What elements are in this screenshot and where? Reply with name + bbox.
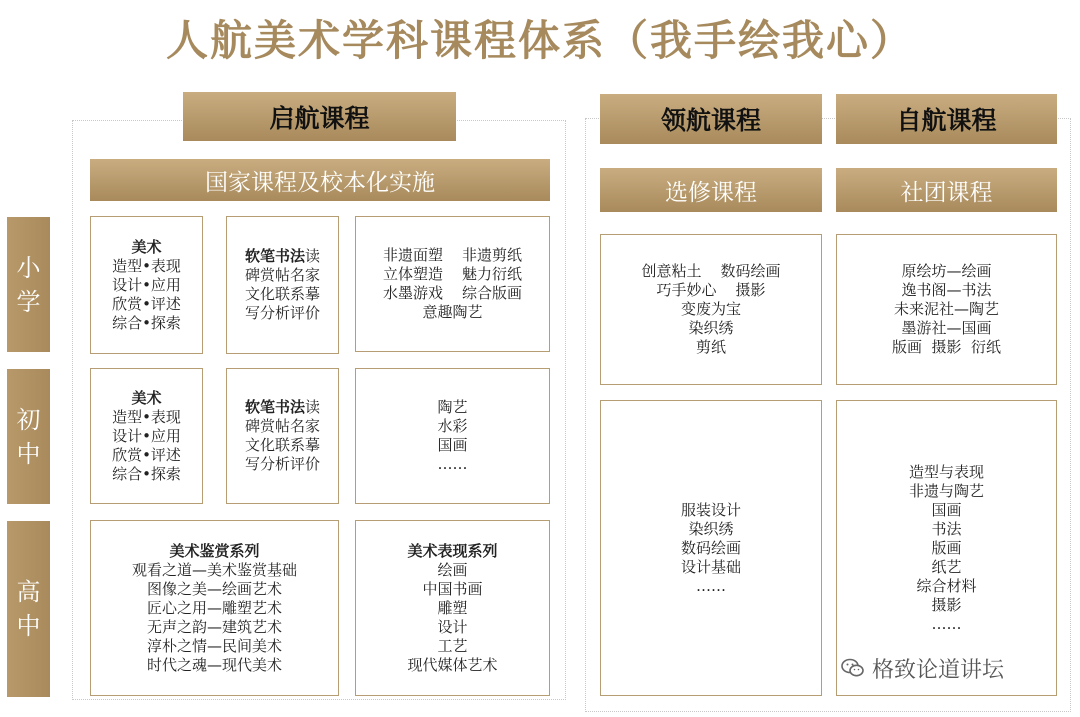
- box-heading: 美术: [131, 237, 162, 256]
- box-line: 欣赏•评述: [112, 294, 181, 313]
- box-line: 雕塑: [437, 598, 468, 617]
- box-heading: 软笔书法: [244, 398, 305, 416]
- senior-expression-box: [355, 520, 550, 696]
- box-line: 文化联系摹: [244, 436, 320, 454]
- box-line: 造型•表现: [112, 407, 181, 426]
- box-line: 巧手妙心 摄影: [656, 281, 766, 299]
- box-line: 综合材料: [916, 576, 977, 595]
- box-line: 意趣陶艺: [422, 303, 483, 321]
- box-line: 创意粘土 数码绘画: [641, 262, 781, 280]
- junior-art-box: [90, 368, 203, 504]
- box-line: 未来泥社—陶艺: [893, 300, 999, 318]
- stage-senior: [7, 521, 50, 697]
- box-line: 摄影: [931, 595, 962, 614]
- box-line: 综合•探索: [112, 464, 181, 483]
- box-line: 淳朴之情—民间美术: [146, 636, 282, 655]
- primary-elective-box: [600, 234, 822, 385]
- primary-calligraphy-box: [226, 216, 339, 354]
- box-line: 逸书阁—书法: [901, 281, 992, 299]
- stage-junior: [7, 369, 50, 504]
- club-header: 社团课程: [836, 168, 1057, 212]
- box-line: 现代媒体艺术: [407, 655, 498, 674]
- stage-junior-char1: 初: [16, 405, 41, 434]
- linghang-header: 领航课程: [600, 94, 822, 144]
- box-line: 设计: [437, 617, 468, 636]
- box-line: 变废为宝: [680, 300, 741, 318]
- box-line: 时代之魂—现代美术: [146, 655, 282, 674]
- stage-primary-char1: 小: [16, 253, 41, 282]
- box-line: 版画: [931, 538, 962, 557]
- box-line: 立体塑造 魅力衍纸: [382, 265, 523, 283]
- box-heading: 美术鉴赏系列: [169, 541, 260, 560]
- box-line: 非遗面塑 非遗剪纸: [382, 246, 523, 264]
- primary-club-box: [836, 234, 1057, 385]
- box-line: 国画: [437, 436, 468, 454]
- box-line: 绘画: [437, 560, 468, 579]
- stage-primary-char2: 学: [16, 287, 41, 316]
- box-line: 原绘坊—绘画: [901, 262, 992, 280]
- box-line: 版画 摄影 衍纸: [891, 338, 1002, 356]
- box-line: ……: [696, 576, 726, 595]
- zihang-header: 自航课程: [836, 94, 1057, 144]
- box-line: 文化联系摹: [244, 285, 320, 303]
- stage-senior-char1: 高: [16, 578, 41, 606]
- watermark: [840, 652, 1060, 684]
- box-line: 造型与表现: [908, 462, 984, 481]
- box-line: 写分析评价: [244, 455, 320, 473]
- box-heading: 美术: [131, 388, 162, 407]
- junior-calligraphy-box: [226, 368, 339, 504]
- box-line: 陶艺: [437, 398, 468, 416]
- box-line: 碑赏帖名家: [244, 417, 320, 435]
- box-line: ……: [437, 455, 468, 473]
- box-line: 设计•应用: [112, 275, 181, 294]
- senior-appreciation-box: [90, 520, 339, 696]
- qihang-header: 启航课程: [183, 92, 456, 141]
- stage-senior-char2: 中: [16, 612, 41, 640]
- box-line: 碑赏帖名家: [244, 266, 320, 284]
- elective-header: 选修课程: [600, 168, 822, 212]
- box-line: 国画: [931, 500, 962, 519]
- box-line: 数码绘画: [680, 538, 741, 557]
- box-line: 图像之美—绘画艺术: [146, 579, 282, 598]
- box-heading: 美术表现系列: [407, 541, 498, 560]
- box-line: 无声之韵—建筑艺术: [146, 617, 282, 636]
- box-line: 染织绣: [688, 319, 734, 337]
- box-line: 中国书画: [422, 579, 483, 598]
- watermark-text: 格致论道讲坛: [872, 657, 1005, 683]
- box-heading: 软笔书法: [244, 247, 305, 265]
- box-line: 染织绣: [688, 519, 734, 538]
- box-line: 服装设计: [680, 500, 741, 519]
- primary-art-box: [90, 216, 203, 354]
- box-line: 造型•表现: [112, 256, 181, 275]
- box-line: 工艺: [437, 636, 468, 655]
- box-line: 墨游社—国画: [901, 319, 992, 337]
- national-curriculum-header: 国家课程及校本化实施: [90, 159, 550, 201]
- stage-junior-char2: 中: [16, 439, 41, 468]
- box-line: 非遗与陶艺: [908, 481, 984, 500]
- box-line: ……: [931, 614, 962, 633]
- box-line: 欣赏•评述: [112, 445, 181, 464]
- box-line: 设计•应用: [112, 426, 181, 445]
- box-line: 写分析评价: [244, 304, 320, 322]
- stage-primary: [7, 217, 50, 352]
- box-line: 综合•探索: [112, 313, 181, 332]
- box-line: 纸艺: [931, 557, 962, 576]
- box-line: 水彩: [437, 417, 468, 435]
- box-heading-tail: 读: [305, 398, 321, 416]
- box-line: 匠心之用—雕塑艺术: [146, 598, 282, 617]
- box-line: 书法: [931, 519, 962, 538]
- box-heading-tail: 读: [305, 247, 321, 265]
- secondary-elective-box: [600, 400, 822, 696]
- wechat-icon: [840, 655, 866, 681]
- page-title: 人航美术学科课程体系（我手绘我心）: [165, 16, 914, 65]
- junior-crafts-box: [355, 368, 550, 504]
- box-line: 观看之道—美术鉴赏基础: [131, 560, 297, 579]
- box-line: 水墨游戏 综合版画: [382, 284, 523, 302]
- primary-heritage-box: [355, 216, 550, 352]
- box-line: 设计基础: [680, 557, 741, 576]
- box-line: 剪纸: [695, 338, 726, 356]
